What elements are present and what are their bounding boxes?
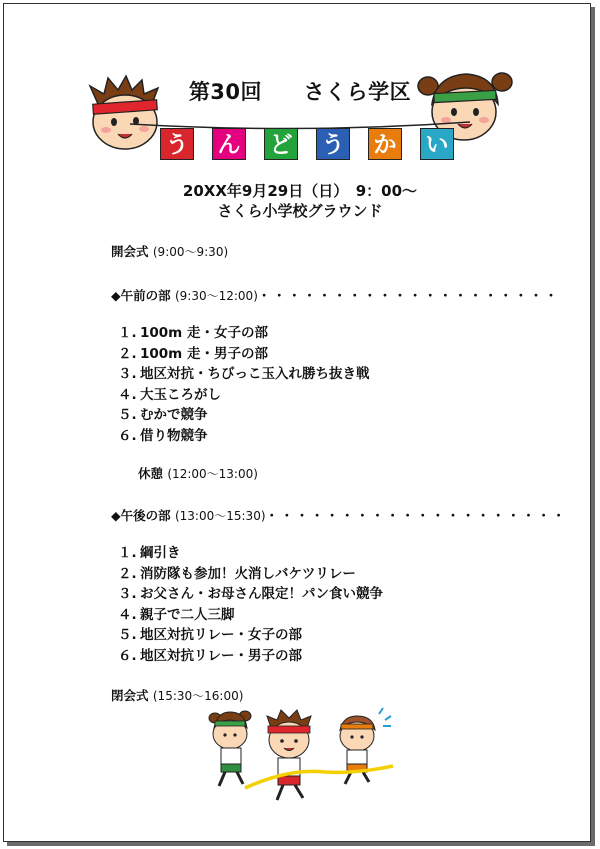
break-label: 休憩: [138, 466, 164, 481]
afternoon-heading: [111, 506, 568, 524]
afternoon-time: (13:00～15:30): [174, 509, 266, 523]
lunch-break: [138, 464, 258, 482]
list-item: ５. むかで競争: [118, 407, 208, 424]
banner-flag-5: か: [368, 128, 402, 160]
list-item: ３. 地区対抗・ちびっこ玉入れ勝ち抜き戦: [118, 366, 370, 383]
list-item: １. 100m 走・女子の部: [118, 325, 268, 341]
undoukai-banner: [130, 118, 470, 166]
list-item: ４. 親子で二人三脚: [118, 606, 235, 623]
morning-program-list: [118, 321, 370, 445]
banner-flag-4: う: [316, 128, 350, 160]
finish-tape: [245, 766, 393, 788]
running-boy-figure: [267, 710, 311, 800]
list-item: ６. 地区対抗リレー・男子の部: [118, 647, 302, 664]
event-date-time: 20XX年9月29日（日） 9：00～: [182, 182, 418, 200]
banner-flag-2: ん: [212, 128, 246, 160]
opening-ceremony: [111, 242, 228, 260]
opening-time: (9:00～9:30): [152, 245, 229, 259]
afternoon-dots: ・・・・・・・・・・・・・・・・・・・・: [265, 508, 568, 523]
afternoon-program-list: [118, 541, 383, 665]
list-item: １. 綱引き: [118, 545, 181, 561]
list-item: ６. 借り物競争: [118, 427, 208, 444]
banner-flag-1: う: [160, 128, 194, 160]
afternoon-label: ◆午後の部: [111, 508, 171, 523]
morning-heading: [111, 286, 560, 304]
banner-flag-3: ど: [264, 128, 298, 160]
opening-label: 開会式: [111, 244, 149, 259]
list-item: ２. 100m 走・男子の部: [118, 345, 268, 362]
title-district: さくら学区: [303, 80, 412, 104]
list-item: ２. 消防隊も参加！火消しバケツリレー: [118, 565, 356, 582]
morning-dots: ・・・・・・・・・・・・・・・・・・・・: [257, 288, 560, 303]
running-girl-figure: [209, 711, 251, 786]
closing-ceremony: [111, 686, 243, 704]
closing-label: 閉会式: [111, 688, 149, 703]
break-time: (12:00～13:00): [167, 467, 258, 481]
running-kids-illustration: [205, 706, 395, 806]
morning-label: ◆午前の部: [111, 288, 171, 303]
list-item: ５. 地区対抗リレー・女子の部: [118, 627, 302, 644]
morning-time: (9:30～12:00): [174, 289, 258, 303]
event-venue: さくら小学校グラウンド: [217, 202, 383, 220]
list-item: ３. お父さん・お母さん限定！パン食い競争: [118, 586, 383, 603]
closing-time: (15:30～16:00): [152, 689, 244, 703]
banner-flag-6: い: [420, 128, 454, 160]
title-edition: 第30回: [188, 80, 263, 104]
list-item: ４. 大玉ころがし: [118, 386, 221, 403]
